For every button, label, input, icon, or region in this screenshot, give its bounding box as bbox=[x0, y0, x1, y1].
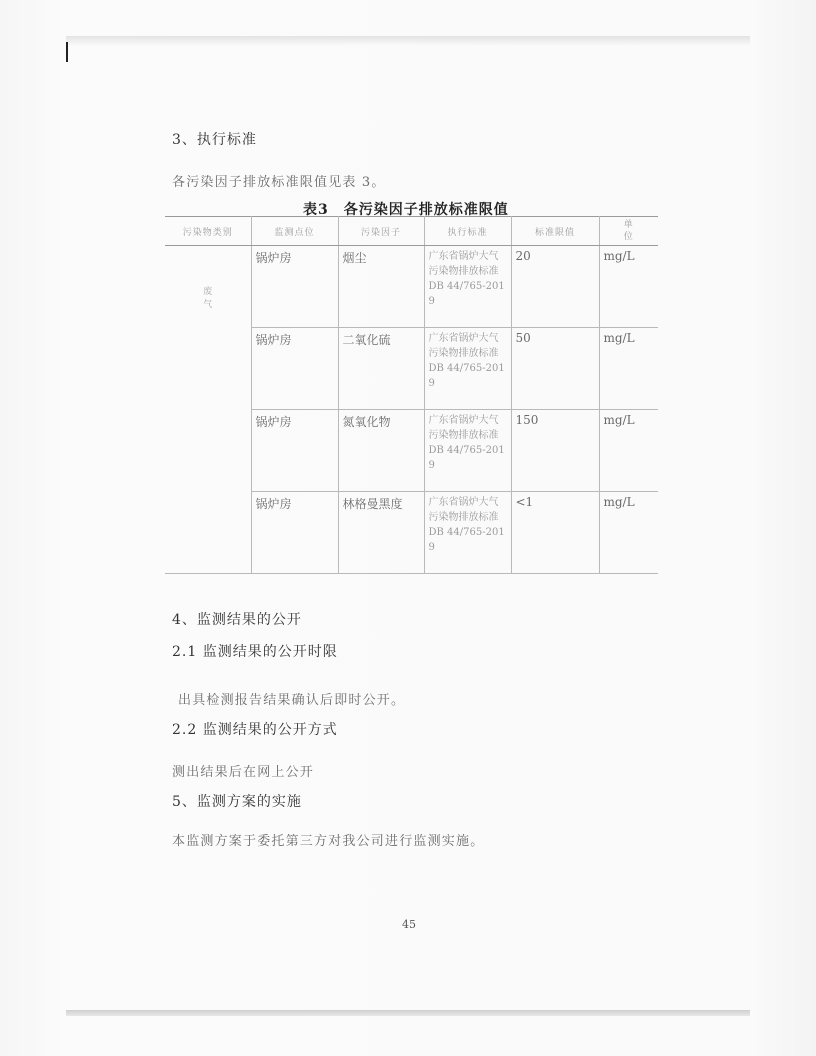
section-4-title: 4、监测结果的公开 bbox=[172, 612, 302, 628]
standard-cell: 广东省锅炉大气污染物排放标准DB 44/765-2019 bbox=[424, 328, 511, 410]
table-row bbox=[165, 246, 658, 328]
factor-cell: 林格曼黑度 bbox=[338, 492, 424, 574]
factor-cell: 烟尘 bbox=[338, 246, 424, 328]
emission-standards-table bbox=[165, 216, 658, 574]
unit-cell: mg/L bbox=[599, 246, 658, 328]
header-factor: 污染因子 bbox=[338, 217, 424, 246]
standard-cell: 广东省锅炉大气污染物排放标准DB 44/765-2019 bbox=[424, 410, 511, 492]
table-caption: 表3 各污染因子排放标准限值 bbox=[303, 202, 509, 218]
section-3-title: 3、执行标准 bbox=[172, 132, 257, 148]
point-cell: 锅炉房 bbox=[251, 328, 338, 410]
factor-cell: 氮氧化物 bbox=[338, 410, 424, 492]
header-unit: 单位 bbox=[599, 217, 658, 246]
header-point: 监测点位 bbox=[251, 217, 338, 246]
scan-bottom-edge bbox=[66, 1010, 750, 1016]
header-category: 污染物类别 bbox=[165, 217, 251, 246]
unit-cell: mg/L bbox=[599, 328, 658, 410]
header-standard: 执行标准 bbox=[424, 217, 511, 246]
factor-cell: 二氧化硫 bbox=[338, 328, 424, 410]
limit-cell: 50 bbox=[511, 328, 599, 410]
section-5-title: 5、监测方案的实施 bbox=[172, 794, 302, 810]
point-cell: 锅炉房 bbox=[251, 246, 338, 328]
standard-cell: 广东省锅炉大气污染物排放标准DB 44/765-2019 bbox=[424, 492, 511, 574]
unit-cell: mg/L bbox=[599, 492, 658, 574]
category-cell: 废气 bbox=[165, 246, 251, 574]
table-header-row bbox=[165, 217, 658, 246]
section-4-2-title: 2.2 监测结果的公开方式 bbox=[172, 722, 338, 738]
limit-cell: <1 bbox=[511, 492, 599, 574]
standard-cell: 广东省锅炉大气污染物排放标准DB 44/765-2019 bbox=[424, 246, 511, 328]
point-cell: 锅炉房 bbox=[251, 492, 338, 574]
scan-edge-mark bbox=[66, 42, 68, 62]
scan-top-shadow bbox=[66, 36, 750, 46]
unit-cell: mg/L bbox=[599, 410, 658, 492]
section-4-2-text: 测出结果后在网上公开 bbox=[172, 765, 315, 780]
section-4-1-text: 出具检测报告结果确认后即时公开。 bbox=[178, 693, 406, 708]
section-3-intro: 各污染因子排放标准限值见表 3。 bbox=[172, 175, 386, 190]
section-5-text: 本监测方案于委托第三方对我公司进行监测实施。 bbox=[172, 834, 485, 849]
section-4-1-title: 2.1 监测结果的公开时限 bbox=[172, 644, 338, 660]
point-cell: 锅炉房 bbox=[251, 410, 338, 492]
limit-cell: 150 bbox=[511, 410, 599, 492]
page-number: 45 bbox=[402, 918, 416, 931]
limit-cell: 20 bbox=[511, 246, 599, 328]
header-limit: 标准限值 bbox=[511, 217, 599, 246]
